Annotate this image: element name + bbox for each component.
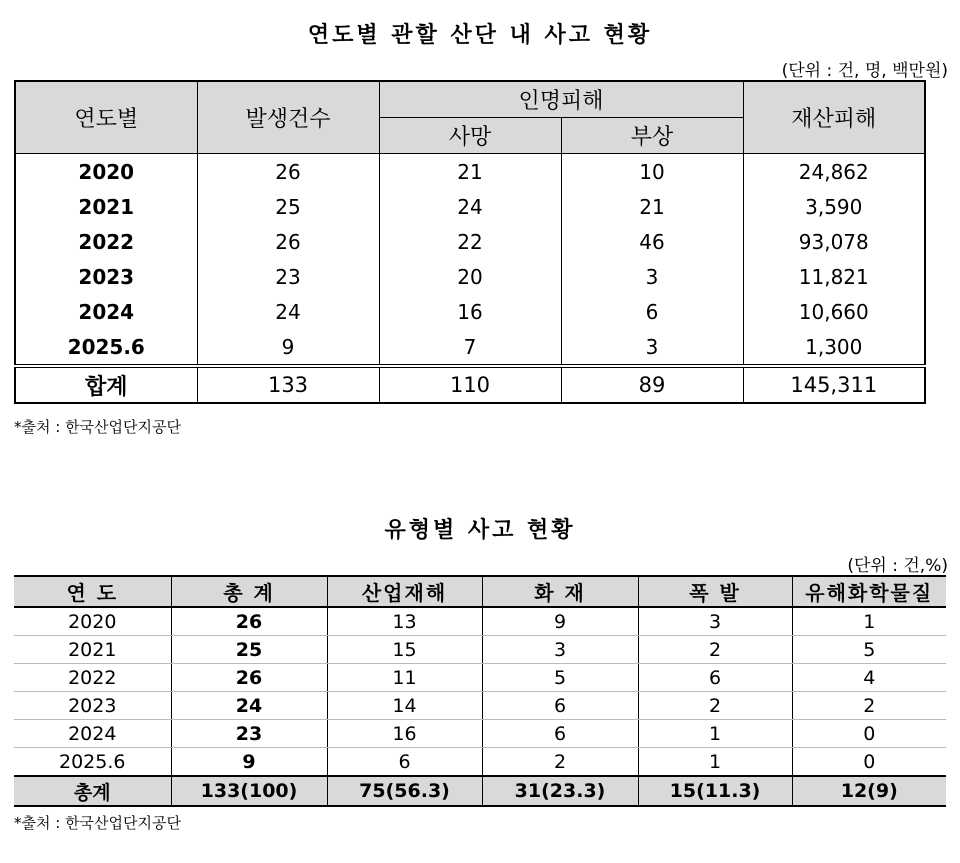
death-cell: 21 [379,154,561,190]
table-row [14,692,946,720]
header-death: 사망 [379,118,561,154]
chemical-cell: 0 [792,720,946,748]
header-casualty: 인명피해 [379,81,743,118]
explosion-cell: 1 [638,748,792,777]
total-industrial: 75(56.3) [327,776,482,806]
count-cell: 25 [197,189,379,224]
chemical-cell: 0 [792,748,946,777]
total-row [15,366,925,403]
industrial-cell: 15 [327,636,482,664]
property-cell: 93,078 [743,224,925,259]
fire-cell: 9 [482,607,638,636]
property-cell: 10,660 [743,294,925,329]
year-cell: 2021 [15,189,197,224]
count-cell: 23 [197,259,379,294]
fire-cell: 5 [482,664,638,692]
header-total: 총 계 [171,576,327,607]
total-row [14,776,946,806]
fire-cell: 3 [482,636,638,664]
property-cell: 11,821 [743,259,925,294]
table-row [14,720,946,748]
total-cell: 9 [171,748,327,777]
yearly-accident-table [14,80,926,404]
death-cell: 20 [379,259,561,294]
chemical-cell: 1 [792,607,946,636]
industrial-cell: 14 [327,692,482,720]
type-accident-table [14,575,946,807]
explosion-cell: 1 [638,720,792,748]
injury-cell: 6 [561,294,743,329]
table1-title: 연도별 관할 산단 내 사고 현황 [307,23,653,48]
total-cell: 24 [171,692,327,720]
injury-cell: 21 [561,189,743,224]
total-count: 133 [197,366,379,403]
header-year: 연도별 [15,81,197,154]
total-property: 145,311 [743,366,925,403]
year-cell: 2020 [14,607,171,636]
death-cell: 16 [379,294,561,329]
year-cell: 2025.6 [14,748,171,777]
total-all: 133(100) [171,776,327,806]
table-row [14,748,946,777]
header-explosion: 폭 발 [638,576,792,607]
table2-title: 유형별 사고 현황 [384,518,576,543]
death-cell: 7 [379,329,561,366]
header-industrial: 산업재해 [327,576,482,607]
count-cell: 9 [197,329,379,366]
fire-cell: 2 [482,748,638,777]
header-fire: 화 재 [482,576,638,607]
chemical-cell: 2 [792,692,946,720]
header-year: 연 도 [14,576,171,607]
explosion-cell: 6 [638,664,792,692]
count-cell: 24 [197,294,379,329]
total-explosion: 15(11.3) [638,776,792,806]
year-cell: 2022 [15,224,197,259]
table-row [15,189,925,224]
year-cell: 2023 [15,259,197,294]
death-cell: 22 [379,224,561,259]
table-row [15,259,925,294]
year-cell: 2021 [14,636,171,664]
header-count: 발생건수 [197,81,379,154]
year-cell: 2024 [14,720,171,748]
table-row [15,224,925,259]
injury-cell: 46 [561,224,743,259]
header-injury: 부상 [561,118,743,154]
table2-source: *출처 : 한국산업단지공단 [14,814,181,832]
table2-unit: (단위 : 건,%) [847,556,948,576]
fire-cell: 6 [482,692,638,720]
property-cell: 24,862 [743,154,925,190]
total-chemical: 12(9) [792,776,946,806]
total-label: 합계 [15,366,197,403]
count-cell: 26 [197,224,379,259]
industrial-cell: 6 [327,748,482,777]
count-cell: 26 [197,154,379,190]
total-fire: 31(23.3) [482,776,638,806]
table-row [14,664,946,692]
table-row [14,636,946,664]
year-cell: 2022 [14,664,171,692]
year-cell: 2023 [14,692,171,720]
table-row [15,154,925,190]
table1-unit: (단위 : 건, 명, 백만원) [781,61,948,81]
year-cell: 2024 [15,294,197,329]
fire-cell: 6 [482,720,638,748]
year-cell: 2025.6 [15,329,197,366]
header-chemical: 유해화학물질 [792,576,946,607]
property-cell: 3,590 [743,189,925,224]
chemical-cell: 4 [792,664,946,692]
explosion-cell: 2 [638,636,792,664]
table-row [15,294,925,329]
table-row [15,329,925,366]
total-cell: 26 [171,664,327,692]
industrial-cell: 16 [327,720,482,748]
chemical-cell: 5 [792,636,946,664]
table-row [14,607,946,636]
table1-source: *출처 : 한국산업단지공단 [14,418,181,436]
industrial-cell: 13 [327,607,482,636]
total-death: 110 [379,366,561,403]
explosion-cell: 3 [638,607,792,636]
explosion-cell: 2 [638,692,792,720]
injury-cell: 3 [561,259,743,294]
total-cell: 25 [171,636,327,664]
total-cell: 23 [171,720,327,748]
death-cell: 24 [379,189,561,224]
year-cell: 2020 [15,154,197,190]
total-label: 총계 [14,776,171,806]
total-injury: 89 [561,366,743,403]
industrial-cell: 11 [327,664,482,692]
total-cell: 26 [171,607,327,636]
header-property: 재산피해 [743,81,925,154]
injury-cell: 10 [561,154,743,190]
property-cell: 1,300 [743,329,925,366]
injury-cell: 3 [561,329,743,366]
